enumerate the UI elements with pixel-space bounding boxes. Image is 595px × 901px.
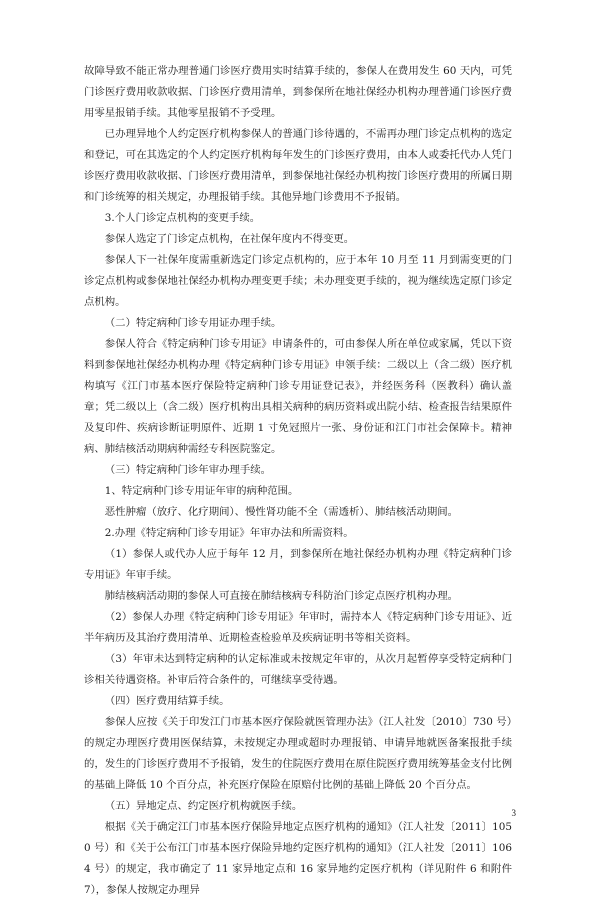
paragraph: 肺结核病活动期的参保人可直接在肺结核病专科防治门诊定点医疗机构办理。	[104, 590, 459, 602]
paragraph: 根据《关于确定江门市基本医疗保险异地定点医疗机构的通知》（江人社发〔2011〕1050 号）和《关于公布江门市基本医疗保险异地约定医疗机构的通知》（江人社发〔2011〕1064 号）的规定，我市确定了 11 家异地定点和 16 家异地约定医疗机构（详见附件 6 和附件 7），参保人按规定办理异	[84, 821, 512, 896]
paragraph: （3）年审未达到特定病种的认定标准或未按规定年审的，从次月起暂停享受特定病种门诊相关待遇资格。补审后符合条件的，可继续享受待遇。	[84, 653, 512, 686]
paragraph: 参保人应按《关于印发江门市基本医疗保险就医管理办法》（江人社发〔2010〕730 号）的规定办理医疗费用医保结算，未按规定办理或超时办理报销、申请异地就医备案报批手续的，发生的门诊医疗费用不予报销，发生的住院医疗费用在原住院医疗费用统筹基金支付比例的基础上降低 10 个百分点，补充医疗保险在原赔付比例的基础上降低 20 个百分点。	[84, 716, 512, 791]
paragraph: （五）异地定点、约定医疗机构就医手续。	[104, 800, 303, 812]
paragraph: 故障导致不能正常办理普通门诊医疗费用实时结算手续的，参保人在费用发生 60 天内，可凭门诊医疗费用收款收据、门诊医疗费用清单，到参保所在地社保经办机构办理普通门诊医疗费用零星报销手续。其他零星报销不予受理。	[84, 65, 512, 119]
paragraph: （1）参保人或代办人应于每年 12 月，到参保所在地社保经办机构办理《特定病种门诊专用证》年审手续。	[84, 548, 512, 581]
paragraph: 3.个人门诊定点机构的变更手续。	[104, 212, 261, 224]
paragraph: （2）参保人办理《特定病种门诊专用证》年审时，需持本人《特定病种门诊专用证》、近半年病历及其治疗费用清单、近期检查检验单及疾病证明书等相关资料。	[84, 611, 512, 644]
paragraph: 参保人下一社保年度需重新选定门诊定点机构的，应于本年 10 月至 11 月到需变更的门诊定点机构或参保地社保经办机构办理变更手续；未办理变更手续的，视为继续选定原门诊定点机构。	[84, 254, 512, 308]
page-number: 3	[511, 808, 516, 818]
paragraph: 1、特定病种门诊专用证年审的病种范围。	[104, 485, 299, 497]
body-text	[84, 61, 512, 901]
paragraph: 恶性肿瘤（放疗、化疗期间）、慢性肾功能不全（需透析）、肺结核活动期间。	[104, 506, 459, 518]
paragraph: （二）特定病种门诊专用证办理手续。	[104, 317, 282, 329]
paragraph: （四）医疗费用结算手续。	[104, 695, 230, 707]
paragraph: 2.办理《特定病种门诊专用证》年审办法和所需资料。	[104, 527, 354, 539]
paragraph: 参保人符合《特定病种门诊专用证》申请条件的，可由参保人所在单位或家属，凭以下资料到参保地社保经办机构办理《特定病种门诊专用证》申领手续：二级以上（含二级）医疗机构填写《江门市基本医疗保险特定病种门诊专用证登记表》，并经医务科（医教科）确认盖章；凭二级以上（含二级）医疗机构出具相关病种的病历资料或出院小结、检查报告结果原件及复印件、疾病诊断证明原件、近期 1 寸免冠照片一张、身份证和江门市社会保障卡。精神病、肺结核活动期病种需经专科医院鉴定。	[84, 338, 512, 455]
paragraph: 已办理异地个人约定医疗机构参保人的普通门诊待遇的，不需再办理门诊定点机构的选定和登记，可在其选定的个人约定医疗机构每年发生的门诊医疗费用，由本人或委托代办人凭门诊医疗费用收款收据、门诊医疗费用清单，到参保地社保经办机构按门诊医疗费用的所属日期和门诊统筹的相关规定，办理报销手续。其他异地门诊费用不予报销。	[84, 128, 512, 203]
paragraph: 参保人选定了门诊定点机构，在社保年度内不得变更。	[104, 233, 355, 245]
paragraph: （三）特定病种门诊年审办理手续。	[104, 464, 272, 476]
